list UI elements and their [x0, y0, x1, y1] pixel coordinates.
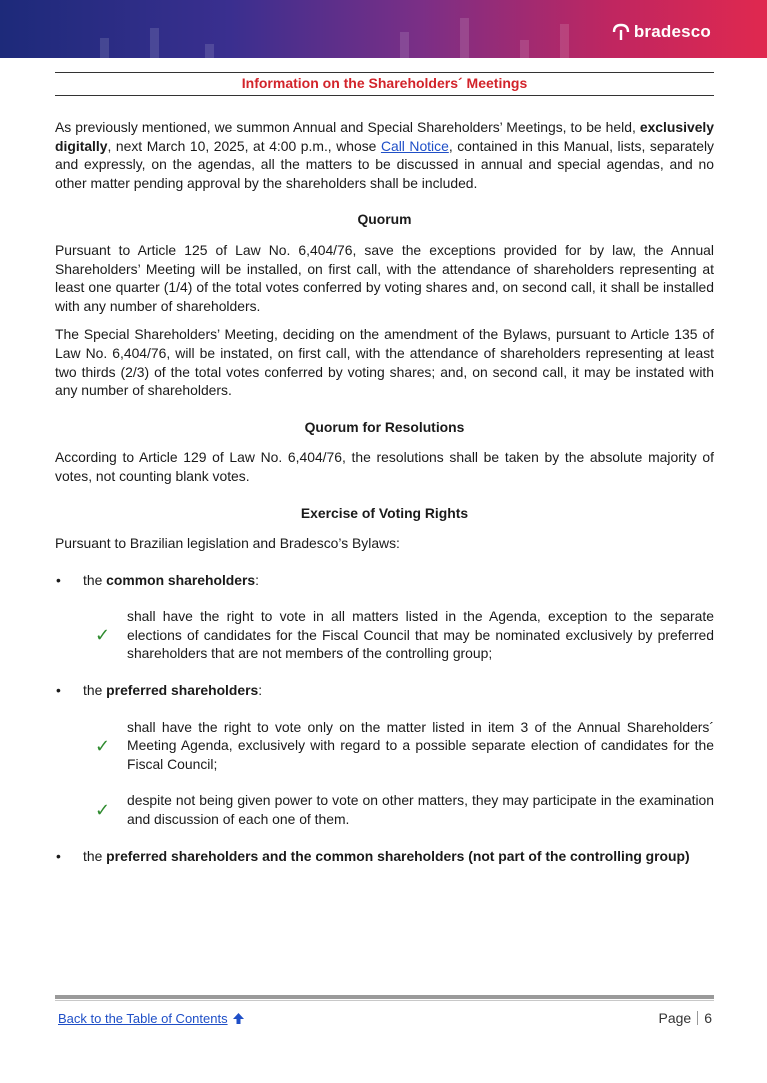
- brand-name: bradesco: [633, 22, 711, 41]
- checkmark-icon: ✓: [95, 735, 111, 756]
- title-top-rule: [55, 72, 714, 73]
- bradesco-tree-icon: [611, 22, 631, 42]
- voting-heading: Exercise of Voting Rights: [300, 504, 469, 521]
- bullet-text: the: [83, 571, 107, 588]
- title-bottom-rule: [55, 95, 714, 96]
- intro-text-3: , contained in this Manual, lists, separately and expressly, on the agendas, all the matters to be discussed in annual and special agendas, and no other matter pending approval by the shareholders shall be included.: [55, 137, 714, 191]
- intro-paragraph: [55, 118, 714, 192]
- bullet-bold: preferred shareholders: [106, 682, 259, 699]
- footer-rule-thin: [55, 1000, 714, 1001]
- bullet-preferred: [55, 681, 714, 700]
- bullet-dot: •: [56, 571, 61, 588]
- check-item-text: shall have the right to vote in all matters listed in the Agenda, exception to the separate elections of candidates for the Fiscal Council that may be nominated exclusively by preferred shareholders that are not members of the controlling group;: [127, 608, 714, 662]
- document-body: [55, 118, 714, 865]
- resolutions-paragraph: According to Article 129 of Law No. 6,404/76, the resolutions shall be taken by the absolute majority of votes, not counting blank votes.: [55, 449, 714, 484]
- intro-text-2: , next March 10, 2025, at 4:00 p.m., whose: [107, 137, 381, 154]
- back-link-label: Back to the Table of Contents: [58, 1011, 228, 1026]
- bullet-text: :: [258, 682, 263, 699]
- check-item: [55, 607, 714, 663]
- bullet-bold: preferred shareholders and the common shareholders (not part of the controlling group): [106, 847, 690, 864]
- quorum-paragraph-1: Pursuant to Article 125 of Law No. 6,404/76, save the exceptions provided for by law, the Annual Shareholders’ Meeting will be installed, on first call, with the attendance of shareholders representing at least one quarter (1/4) of the total votes conferred by voting shares and, on second call, it shall be installed with any number of shareholders.: [55, 241, 714, 314]
- page-separator: [697, 1011, 698, 1025]
- bullet-text: the: [83, 847, 107, 864]
- bullet-bold: common shareholders: [106, 571, 256, 588]
- check-item-text: despite not being given power to vote on other matters, they may participate in the examination and discussion of each one of them.: [127, 792, 714, 828]
- header-banner: [0, 0, 767, 58]
- checkmark-icon: ✓: [95, 800, 111, 821]
- arrow-up-icon: [232, 1012, 245, 1025]
- bullet-preferred-and-common: [55, 847, 714, 866]
- bradesco-logo: [611, 22, 711, 42]
- intro-bold: exclusively digitally: [55, 119, 714, 154]
- section-title: Information on the Shareholders´ Meetings: [241, 75, 528, 91]
- page-label: Page: [658, 1010, 692, 1026]
- checkmark-icon: ✓: [95, 625, 111, 646]
- footer-rule: [55, 995, 714, 999]
- back-to-toc-link[interactable]: [58, 1011, 245, 1026]
- check-item: [55, 718, 714, 774]
- page-number-value: 6: [704, 1010, 712, 1026]
- call-notice-link[interactable]: Call Notice: [380, 137, 449, 154]
- quorum-paragraph-2: The Special Shareholders’ Meeting, deciding on the amendment of the Bylaws, pursuant to Article 135 of Law No. 6,404/76, will be instated, on first call, with the attendance of shareholders representing at least two thirds (2/3) of the total votes conferred by voting shares; and, on second call, it may be instated with any number of shareholders.: [55, 326, 714, 399]
- bullet-text: :: [255, 571, 260, 588]
- intro-text-1: As previously mentioned, we summon Annual and Special Shareholders’ Meetings, to be held,: [55, 119, 640, 135]
- resolutions-heading: Quorum for Resolutions: [304, 418, 465, 435]
- quorum-heading: Quorum: [357, 211, 412, 228]
- voting-intro: Pursuant to Brazilian legislation and Bradesco’s Bylaws:: [55, 535, 400, 552]
- bullet-common: [55, 571, 714, 590]
- check-item-text: shall have the right to vote only on the matter listed in item 3 of the Annual Shareholders´ Meeting Agenda, exclusively with regard to a possible separate election of candidates for the Fiscal Council;: [127, 718, 714, 772]
- check-item: [55, 791, 714, 828]
- page-number: [659, 1010, 713, 1026]
- bullet-dot: •: [56, 847, 61, 864]
- bullet-dot: •: [56, 682, 61, 699]
- bullet-text: the: [83, 682, 107, 699]
